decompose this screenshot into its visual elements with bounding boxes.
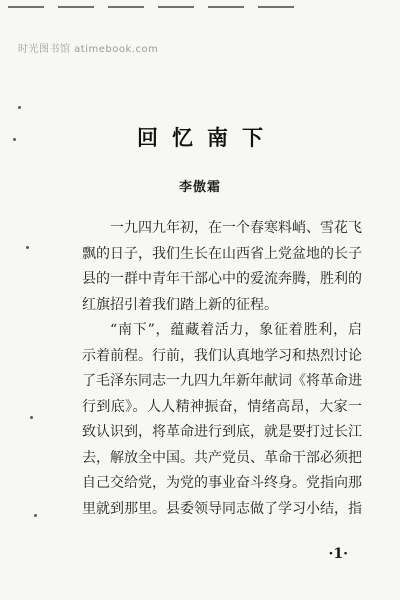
border-dash bbox=[108, 6, 144, 8]
article-body bbox=[82, 216, 362, 522]
scan-speck bbox=[34, 514, 37, 517]
scan-speck bbox=[18, 106, 21, 109]
border-dash bbox=[8, 6, 44, 8]
border-dash bbox=[258, 6, 294, 8]
scan-speck bbox=[30, 416, 33, 419]
article-title: 回忆南下 bbox=[137, 126, 277, 150]
border-dash bbox=[158, 6, 194, 8]
article-author: 李傲霜 bbox=[178, 180, 221, 195]
watermark: 时光图书馆 atimebook.com bbox=[18, 44, 159, 55]
scan-speck bbox=[26, 246, 29, 249]
border-dash bbox=[58, 6, 94, 8]
paragraph: “南下”，蕴藏着活力，象征着胜利，启示着前程。行前，我们认真地学习和热烈讨论了毛泽东同志一九四九年新年献词《将革命进行到底》。人人精神振奋，情绪高昂，大家一致认识到，将革命进行到底，就是要打过长江去，解放全中国。共产党员、革命干部必须把自己交给党，为党的事业奋斗终身。党指向那里就到那里。县委领导同志做了学习小结，指 bbox=[82, 322, 362, 517]
page-number: ·1· bbox=[328, 546, 348, 562]
top-border-marks bbox=[8, 6, 368, 10]
paragraph: 一九四九年初，在一个春寒料峭、雪花飞飘的日子，我们生长在山西省上党盆地的长子县的一群中青年干部心中的爱流奔腾，胜利的红旗招引着我们踏上新的征程。 bbox=[82, 220, 362, 313]
border-dash bbox=[208, 6, 244, 8]
